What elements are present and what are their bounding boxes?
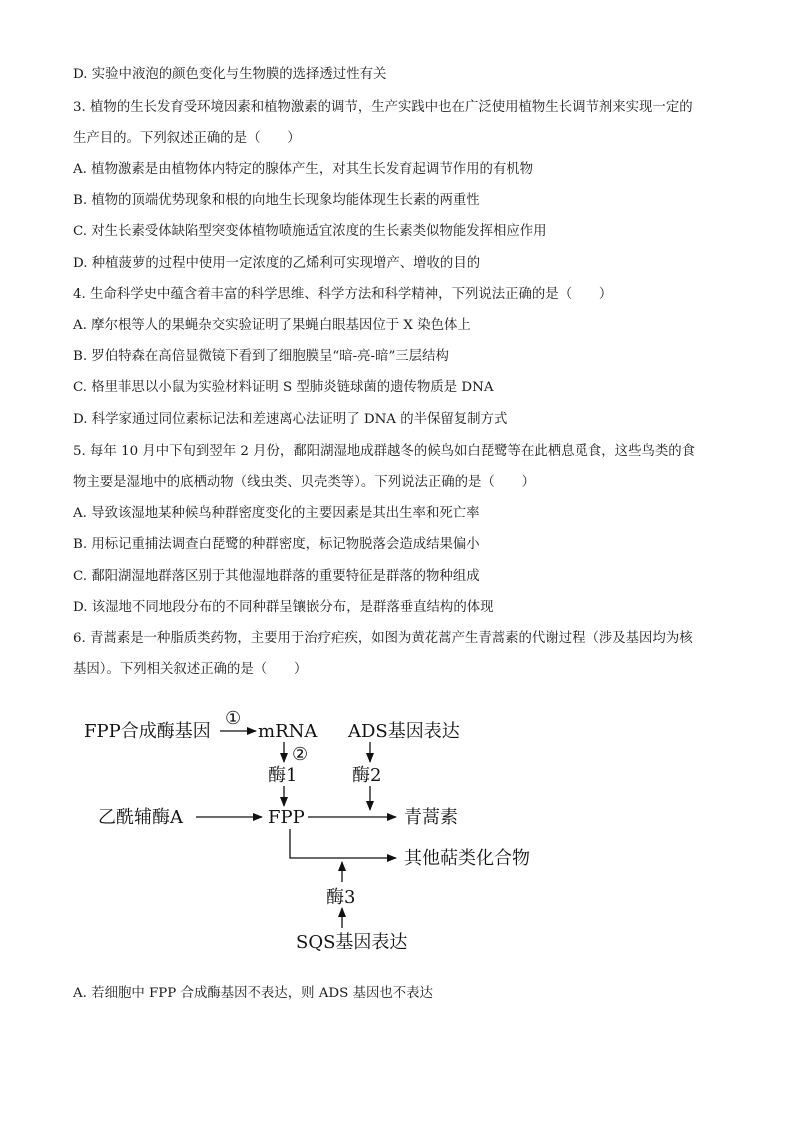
question-5-stem-1: 5. 每年 10 月中下旬到翌年 2 月份，鄱阳湖湿地成群越冬的候鸟如白琵鹭等在此栖息觅食，这些鸟类的食 [73, 444, 696, 459]
fpp-gene-label: FPP合成酶基因 [84, 721, 211, 742]
step-1-marker: ① [225, 708, 242, 729]
arrow-fpp-to-terpenoids [290, 829, 396, 858]
question-5-option-b: B. 用标记重捕法调查白琵鹭的种群密度，标记物脱落会造成结果偏小 [73, 537, 480, 552]
question-3-option-d: D. 种植菠萝的过程中使用一定浓度的乙烯利可实现增产、增收的目的 [73, 256, 481, 271]
question-5-option-c: C. 鄱阳湖湿地群落区别于其他湿地群落的重要特征是群落的物种组成 [73, 569, 480, 584]
question-3-option-b: B. 植物的顶端优势现象和根的向地生长现象均能体现生长素的两重性 [73, 193, 480, 208]
question-6-stem-1: 6. 青蒿素是一种脂质类药物，主要用于治疗疟疾，如图为黄花蒿产生青蒿素的代谢过程（涉及基因均为核 [73, 631, 693, 646]
enzyme-2-label: 酶2 [352, 765, 382, 786]
question-5-stem-2: 物主要是湿地中的底栖动物（线虫类、贝壳类等）。下列说法正确的是（ ） [73, 475, 535, 490]
question-4-option-d: D. 科学家通过同位素标记法和差速离心法证明了 DNA 的半保留复制方式 [73, 412, 508, 427]
sqs-gene-label: SQS基因表达 [296, 932, 408, 953]
question-3-option-a: A. 植物激素是由植物体内特定的腺体产生，对其生长发育起调节作用的有机物 [73, 162, 534, 177]
question-3-option-c: C. 对生长素受体缺陷型突变体植物喷施适宜浓度的生长素类似物能发挥相应作用 [73, 224, 547, 239]
question-6-stem-2: 基因）。下列相关叙述正确的是（ ） [73, 662, 308, 677]
question-3-stem-1: 3. 植物的生长发育受环境因素和植物激素的调节，生产实践中也在广泛使用植物生长调节剂来实现一定的 [73, 100, 693, 115]
enzyme-1-label: 酶1 [268, 765, 298, 786]
enzyme-3-label: 酶3 [326, 887, 356, 908]
question-3-stem-2: 生产目的。下列叙述正确的是（ ） [73, 131, 301, 146]
artemisinin-label: 青蒿素 [404, 807, 458, 828]
question-4-stem: 4. 生命科学史中蕴含着丰富的科学思维、科学方法和科学精神，下列说法正确的是（ ） [73, 287, 613, 302]
mrna-label: mRNA [258, 721, 318, 742]
question-5-option-d: D. 该湿地不同地段分布的不同种群呈镶嵌分布，是群落垂直结构的体现 [73, 600, 494, 615]
step-2-marker: ② [292, 744, 309, 765]
question-4-option-b: B. 罗伯特森在高倍显微镜下看到了细胞膜呈“暗-亮-暗”三层结构 [73, 349, 449, 364]
acetyl-coa-label: 乙酰辅酶A [98, 807, 183, 828]
line-d-option-q2: D. 实验中液泡的颜色变化与生物膜的选择透过性有关 [73, 67, 387, 82]
ads-gene-label: ADS基因表达 [348, 721, 460, 742]
question-6-option-a: A. 若细胞中 FPP 合成酶基因不表达，则 ADS 基因也不表达 [73, 986, 433, 1001]
question-4-option-a: A. 摩尔根等人的果蝇杂交实验证明了果蝇白眼基因位于 X 染色体上 [73, 318, 471, 333]
question-5-option-a: A. 导致该湿地某种候鸟种群密度变化的主要因素是其出生率和死亡率 [73, 506, 480, 521]
other-terpenoids-label: 其他萜类化合物 [404, 848, 530, 869]
question-4-option-c: C. 格里菲思以小鼠为实验材料证明 S 型肺炎链球菌的遗传物质是 DNA [73, 380, 494, 395]
fpp-label: FPP [268, 807, 305, 828]
